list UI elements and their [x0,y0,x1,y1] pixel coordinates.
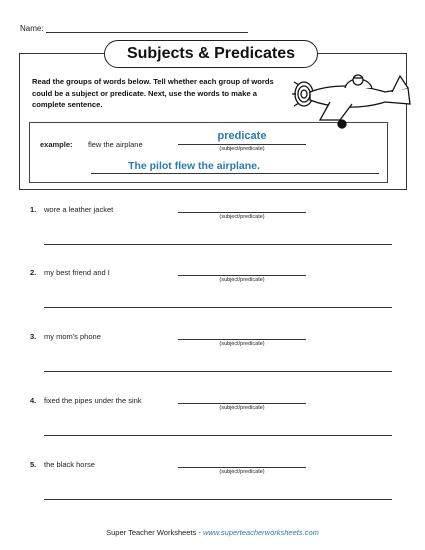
question-2-number: 2. [30,268,37,277]
example-sentence-line [91,173,379,174]
name-label: Name: [20,24,44,33]
question-2-sentence-field[interactable] [44,307,392,308]
question-3-number: 3. [30,332,37,341]
question-1-hint: (subject/predicate) [219,214,265,220]
question-2-hint: (subject/predicate) [219,277,265,283]
question-1-answer-field[interactable] [178,212,306,213]
name-field-line[interactable] [46,32,248,33]
question-3-sentence-field[interactable] [44,371,392,372]
page-title: Subjects & Predicates [104,40,318,68]
question-4-text: fixed the pipes under the sink [44,396,142,405]
question-3-hint: (subject/predicate) [219,341,265,347]
instructions-text: Read the groups of words below. Tell whether each group of words could be a subject or predicate. Next, use the words to make a complete sentence. [32,77,274,109]
footer [0,528,425,537]
footer-text: Super Teacher Worksheets - [106,528,203,537]
question-3-answer-field[interactable] [178,339,306,340]
question-1-number: 1. [30,205,37,214]
question-5-sentence-field[interactable] [44,499,392,500]
question-5-text: the black horse [44,460,95,469]
question-1-text: wore a leather jacket [44,205,114,214]
example-label: example: [40,140,73,149]
question-1-sentence-field[interactable] [44,244,392,245]
example-answer: predicate [217,130,267,142]
question-4-answer-field[interactable] [178,403,306,404]
example-answer-line [178,144,306,145]
example-hint: (subject/predicate) [219,146,265,152]
question-2-answer-field[interactable] [178,275,306,276]
question-4-number: 4. [30,396,37,405]
question-4-hint: (subject/predicate) [219,405,265,411]
footer-link[interactable]: www.superteacherworksheets.com [202,528,319,537]
question-2-text: my best friend and I [44,268,110,277]
example-sentence: The pilot flew the airplane. [128,160,260,172]
question-4-sentence-field[interactable] [44,435,392,436]
question-5-answer-field[interactable] [178,467,306,468]
example-phrase: flew the airplane [88,140,143,149]
question-5-number: 5. [30,460,37,469]
question-5-hint: (subject/predicate) [219,469,265,475]
airplane-illustration [290,58,415,138]
question-3-text: my mom's phone [44,332,101,341]
